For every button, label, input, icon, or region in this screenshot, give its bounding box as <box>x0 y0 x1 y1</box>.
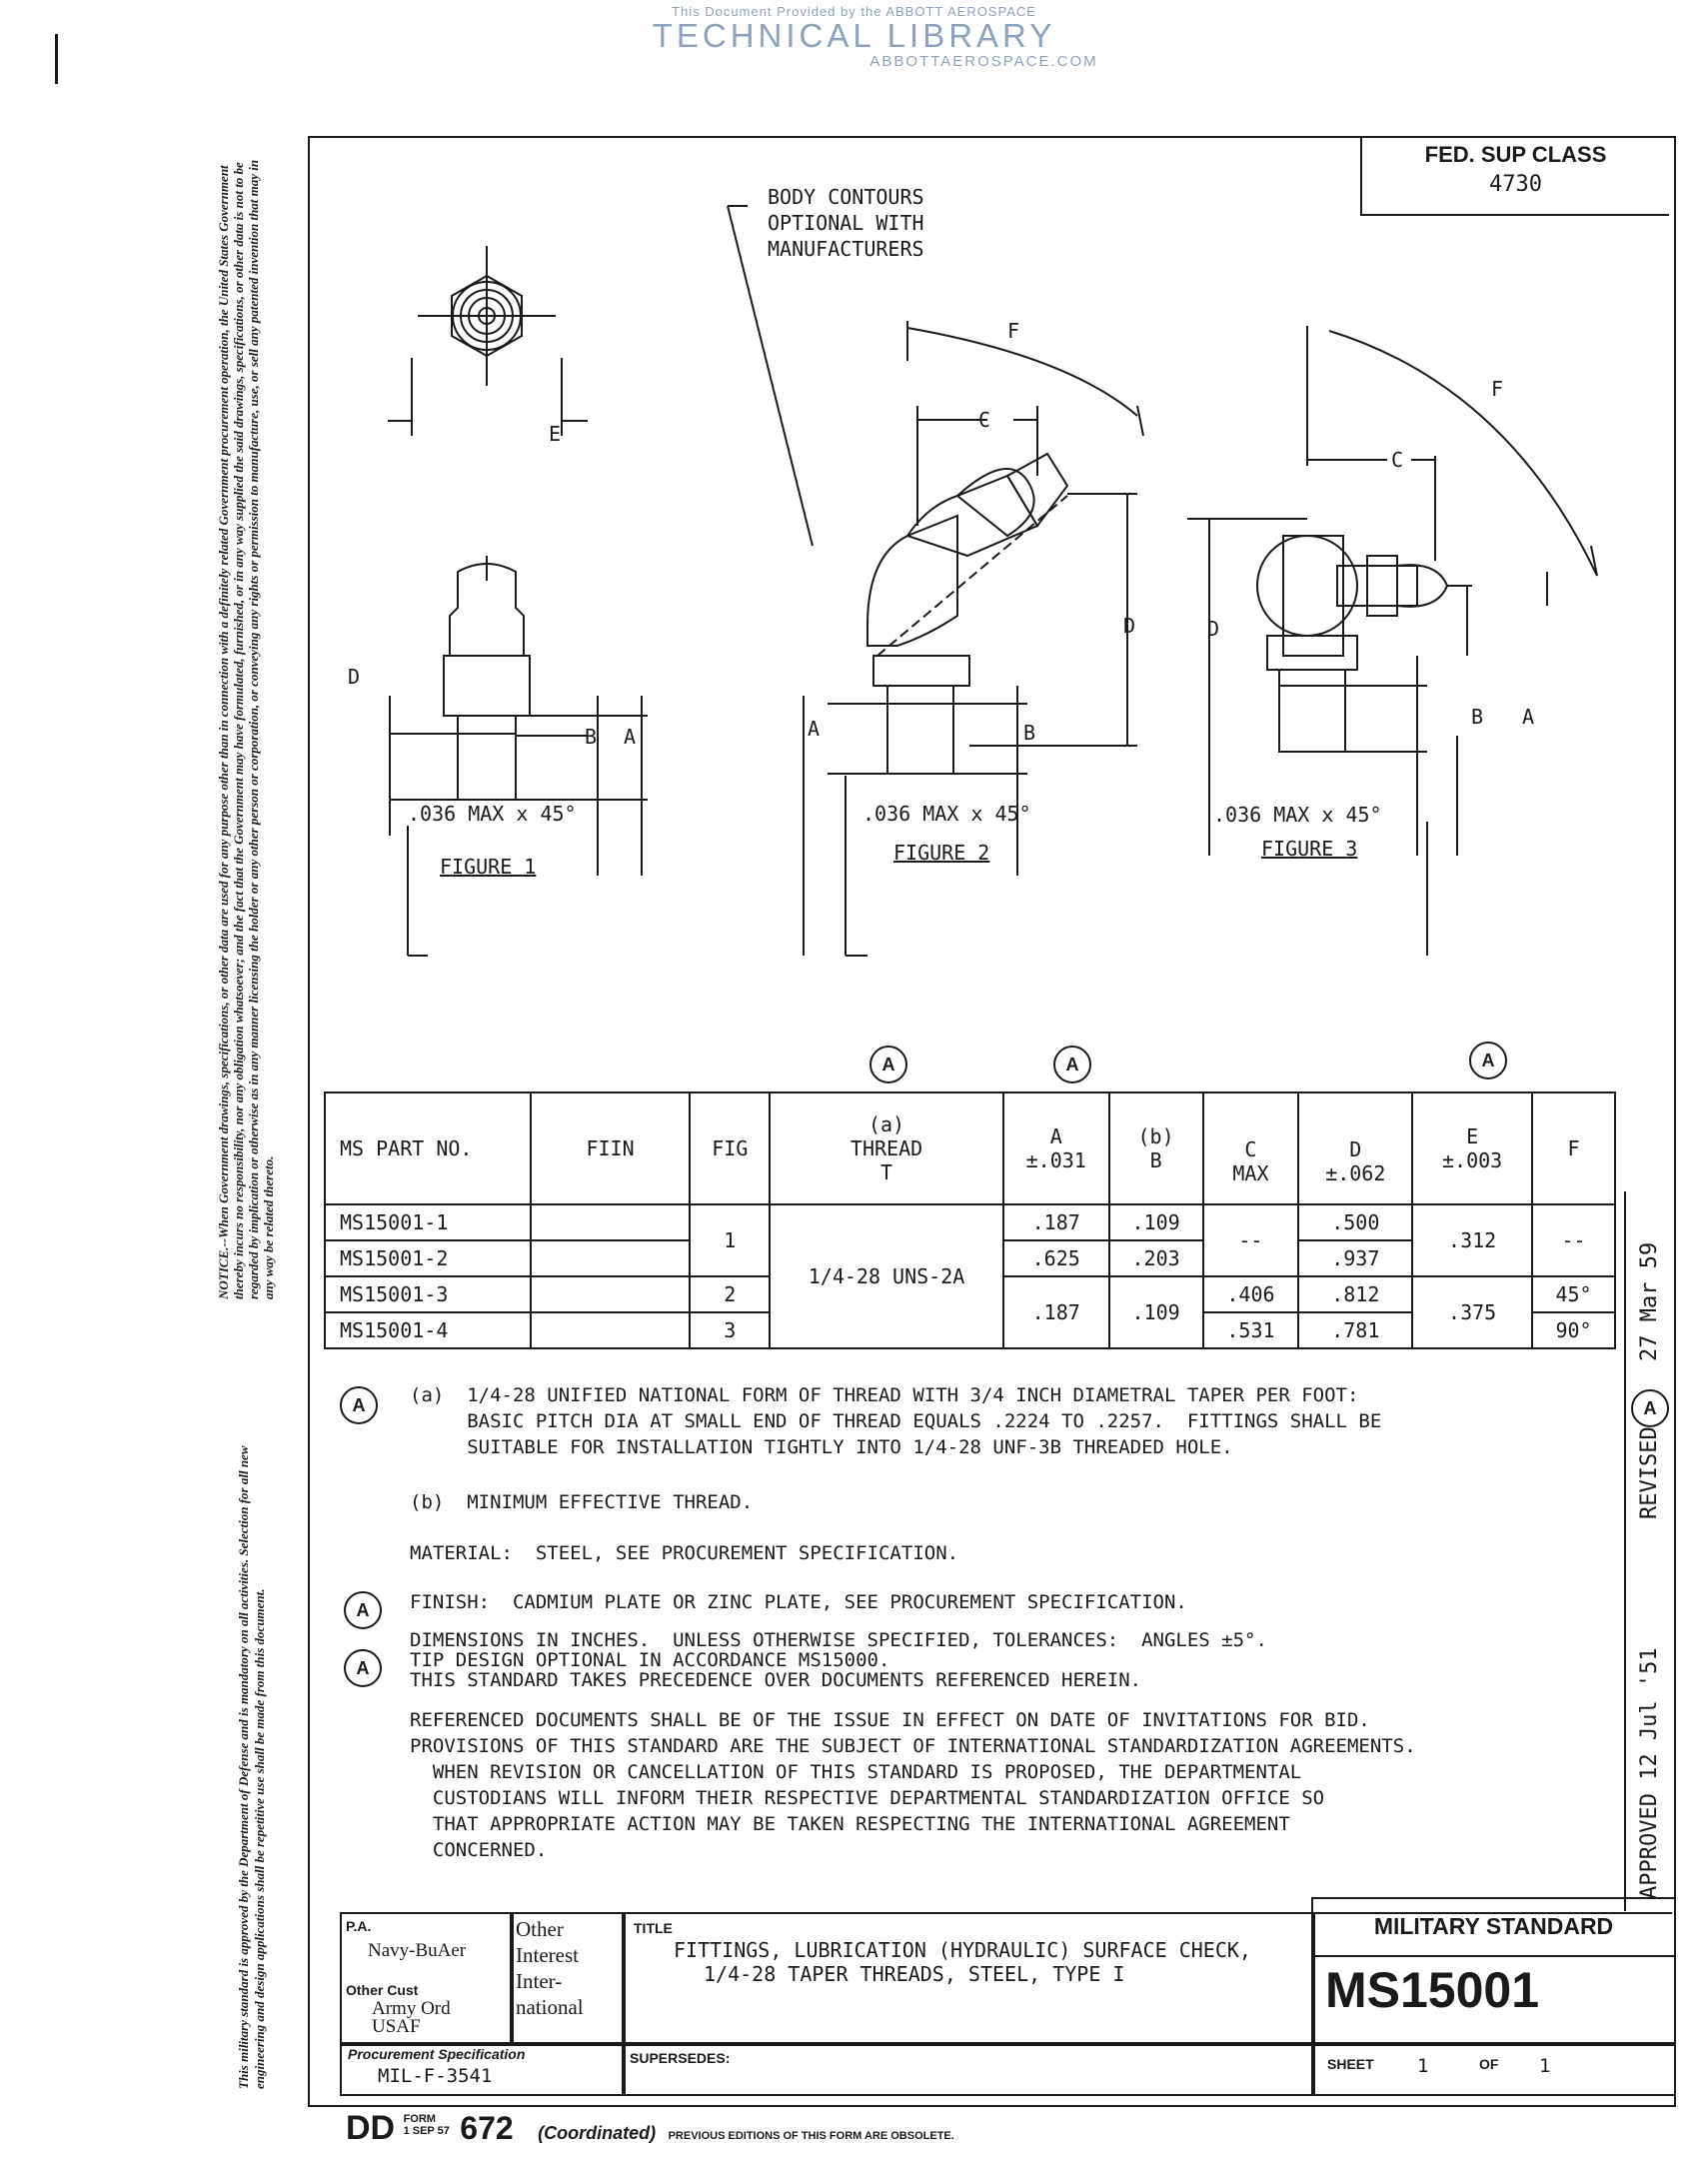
fed-sup-class-value: 4730 <box>1489 172 1542 197</box>
supersedes-cell: SUPERSEDES: <box>622 2042 1315 2096</box>
chamfer-fig3: .036 MAX x 45° <box>1213 803 1382 827</box>
title-cell: TITLE FITTINGS, LUBRICATION (HYDRAULIC) SURFACE CHECK, 1/4-28 TAPER THREADS, STEEL, TYPE I <box>622 1912 1315 2046</box>
sheet-cell: SHEET 1 OF 1 <box>1311 2042 1676 2096</box>
dim-d-fig3: D <box>1207 617 1220 641</box>
cell-a: .187 <box>1003 1276 1109 1348</box>
rev-mark-e: A <box>1469 1042 1507 1080</box>
note-a-line1: (a) 1/4-28 UNIFIED NATIONAL FORM OF THREAD WITH 3/4 INCH DIAMETRAL TAPER PER FOOT: <box>410 1384 1359 1406</box>
dim-a-fig1: A <box>624 725 637 749</box>
cell-a: .187 <box>1003 1204 1109 1240</box>
figures-drawing <box>308 136 1672 1066</box>
dim-b-fig2: B <box>1023 721 1036 745</box>
dim-a-fig2: A <box>808 717 821 741</box>
header-line1: This Document Provided by the ABBOTT AEROSPACE <box>672 4 1036 19</box>
dim-f-fig3: F <box>1491 377 1504 401</box>
rev-mark-thread: A <box>869 1046 907 1084</box>
col-header-part: MS PART NO. <box>325 1092 531 1204</box>
note-dimensions: DIMENSIONS IN INCHES. UNLESS OTHERWISE SPECIFIED, TOLERANCES: ANGLES ±5°. <box>410 1629 1267 1651</box>
cell-f: 45° <box>1532 1276 1615 1312</box>
revised-label: REVISED <box>1637 1426 1662 1519</box>
cell-e: .375 <box>1412 1276 1532 1348</box>
header-line2: TECHNICAL LIBRARY <box>652 17 1056 54</box>
library-header <box>0 4 1708 70</box>
cell-part: MS15001-2 <box>325 1240 531 1276</box>
header-line3: ABBOTTAEROSPACE.COM <box>869 53 1098 70</box>
col-header-e: E ±.003 <box>1412 1092 1532 1204</box>
cell-fiin <box>531 1312 691 1348</box>
dim-b-fig3: B <box>1471 705 1484 729</box>
col-header-c: C MAX <box>1203 1092 1299 1204</box>
note-provisions-4: THAT APPROPRIATE ACTION MAY BE TAKEN RESPECTING THE INTERNATIONAL AGREEMENT <box>410 1813 1290 1835</box>
cell-fig: 1 <box>690 1204 770 1276</box>
parts-table <box>324 1091 1616 1349</box>
revised-date: 27 Mar 59 <box>1637 1241 1662 1361</box>
cell-d: .781 <box>1298 1312 1412 1348</box>
table-row <box>325 1204 1615 1240</box>
revision-divider <box>1624 1191 1626 1911</box>
note-referenced: REFERENCED DOCUMENTS SHALL BE OF THE ISSUE IN EFFECT ON DATE OF INVITATIONS FOR BID. <box>410 1709 1370 1731</box>
cell-fiin <box>531 1240 691 1276</box>
callout-line2: OPTIONAL WITH <box>768 211 924 235</box>
cell-a: .625 <box>1003 1240 1109 1276</box>
dim-c-fig2: C <box>978 408 991 432</box>
dim-f-fig2: F <box>1007 319 1020 343</box>
form-number: 672 <box>460 2110 514 2146</box>
col-header-fiin: FIIN <box>531 1092 691 1204</box>
col-header-b: (b) B <box>1109 1092 1203 1204</box>
cell-fig: 2 <box>690 1276 770 1312</box>
note-provisions-2: WHEN REVISION OR CANCELLATION OF THIS STANDARD IS PROPOSED, THE DEPARTMENTAL <box>410 1761 1302 1783</box>
note-finish: FINISH: CADMIUM PLATE OR ZINC PLATE, SEE PROCUREMENT SPECIFICATION. <box>410 1591 1187 1613</box>
fed-sup-class-label: FED. SUP CLASS <box>1424 142 1607 167</box>
note-provisions-5: CONCERNED. <box>410 1839 548 1861</box>
rev-mark-a: A <box>1053 1046 1091 1084</box>
cell-e: .312 <box>1412 1204 1532 1276</box>
note-provisions-3: CUSTODIANS WILL INFORM THEIR RESPECTIVE DEPARTMENTAL STANDARDIZATION OFFICE SO <box>410 1787 1325 1809</box>
approval-notice: This military standard is approved by the Department of Defense and is mandatory on all activities. Selection for all new engineering and design applications shall be repetitive use shall be made from this document. <box>236 1445 267 2089</box>
table-header-row <box>325 1092 1615 1204</box>
note-provisions-1: PROVISIONS OF THIS STANDARD ARE THE SUBJECT OF INTERNATIONAL STANDARDIZATION AGREEMENTS. <box>410 1735 1416 1757</box>
cell-b: .109 <box>1109 1276 1203 1348</box>
note-b: (b) MINIMUM EFFECTIVE THREAD. <box>410 1491 754 1513</box>
dim-c-fig3: C <box>1391 448 1404 472</box>
margin-mark <box>55 34 58 84</box>
cell-d: .500 <box>1298 1204 1412 1240</box>
cell-f: -- <box>1532 1204 1615 1276</box>
dim-d-fig2: D <box>1123 614 1136 638</box>
cell-c: -- <box>1203 1204 1299 1276</box>
figure-1-label: FIGURE 1 <box>440 855 537 879</box>
dim-a-fig3: A <box>1522 705 1535 729</box>
note-precedence: THIS STANDARD TAKES PRECEDENCE OVER DOCUMENTS REFERENCED HEREIN. <box>410 1669 1142 1691</box>
cell-part: MS15001-4 <box>325 1312 531 1348</box>
dim-d-fig1: D <box>348 665 361 689</box>
callout-line1: BODY CONTOURS <box>768 185 924 209</box>
dim-b-fig1: B <box>585 725 598 749</box>
col-header-thread: (a) THREAD T <box>770 1092 1003 1204</box>
chamfer-fig1: .036 MAX x 45° <box>408 802 577 826</box>
approved-date: APPROVED 12 Jul '51 <box>1637 1647 1662 1899</box>
cell-b: .203 <box>1109 1240 1203 1276</box>
cell-fig: 3 <box>690 1312 770 1348</box>
note-mark-tip: A <box>344 1649 382 1687</box>
title-line2: 1/4-28 TAPER THREADS, STEEL, TYPE I <box>704 1962 1125 1986</box>
callout-line3: MANUFACTURERS <box>768 237 924 261</box>
cell-c: .406 <box>1203 1276 1299 1312</box>
cell-d: .937 <box>1298 1240 1412 1276</box>
figure-2-label: FIGURE 2 <box>893 841 990 865</box>
cell-c: .531 <box>1203 1312 1299 1348</box>
cell-part: MS15001-3 <box>325 1276 531 1312</box>
note-tip: TIP DESIGN OPTIONAL IN ACCORDANCE MS15000. <box>410 1649 890 1671</box>
cell-d: .812 <box>1298 1276 1412 1312</box>
cell-f: 90° <box>1532 1312 1615 1348</box>
note-mark-finish: A <box>344 1591 382 1629</box>
note-a-line2: BASIC PITCH DIA AT SMALL END OF THREAD EQUALS .2224 TO .2257. FITTINGS SHALL BE <box>410 1410 1382 1432</box>
standard-number: MS15001 <box>1325 1962 1540 2018</box>
dim-e-fig1: E <box>549 422 562 446</box>
chamfer-fig2: .036 MAX x 45° <box>862 802 1031 826</box>
note-a-line3: SUITABLE FOR INSTALLATION TIGHTLY INTO 1/4-28 UNF-3B THREADED HOLE. <box>410 1436 1233 1458</box>
form-footer: DD FORM 1 SEP 57 672 (Coordinated) PREVIOUS EDITIONS OF THIS FORM ARE OBSOLETE. <box>346 2109 954 2147</box>
cell-thread: 1/4-28 UNS-2A <box>770 1204 1003 1348</box>
col-header-fig: FIG <box>690 1092 770 1204</box>
title-line1: FITTINGS, LUBRICATION (HYDRAULIC) SURFACE CHECK, <box>674 1938 1251 1962</box>
mil-std-cell: MILITARY STANDARD MS15001 <box>1311 1897 1676 2046</box>
notice-text: NOTICE.--When Government drawings, specifications, or other data are used for any purpose other than in connection with a definitely related Government procurement operation, the United States Government thereby incurs no responsibility, nor any obligation whatsoever; and the fact that the Government may have formulated, furnished, or in any way supplied the said drawings, specifications, or other data is not to be regarded by implication or otherwise as in any manner licensing the holder or any other person or corporation, or conveying any rights or permission to manufacture, use, or sell any patented invention that may in any way be related thereto. <box>216 159 276 1299</box>
other-interest-cell: Other Interest Inter- national <box>510 1912 626 2046</box>
pa-cell: P.A. Navy-BuAer Other Cust Army Ord USAF <box>340 1912 514 2046</box>
dd-label: DD <box>346 2109 396 2147</box>
cell-part: MS15001-1 <box>325 1204 531 1240</box>
col-header-f: F <box>1532 1092 1615 1204</box>
col-header-a: A ±.031 <box>1003 1092 1109 1204</box>
proc-spec-cell: Procurement Specification MIL-F-3541 <box>340 2042 626 2096</box>
cell-b: .109 <box>1109 1204 1203 1240</box>
cell-fiin <box>531 1276 691 1312</box>
col-header-d: D ±.062 <box>1298 1092 1412 1204</box>
note-material: MATERIAL: STEEL, SEE PROCUREMENT SPECIFICATION. <box>410 1542 959 1564</box>
revised-mark: A <box>1631 1389 1669 1427</box>
cell-fiin <box>531 1204 691 1240</box>
figure-3-label: FIGURE 3 <box>1261 837 1358 861</box>
note-mark-a: A <box>340 1386 378 1424</box>
